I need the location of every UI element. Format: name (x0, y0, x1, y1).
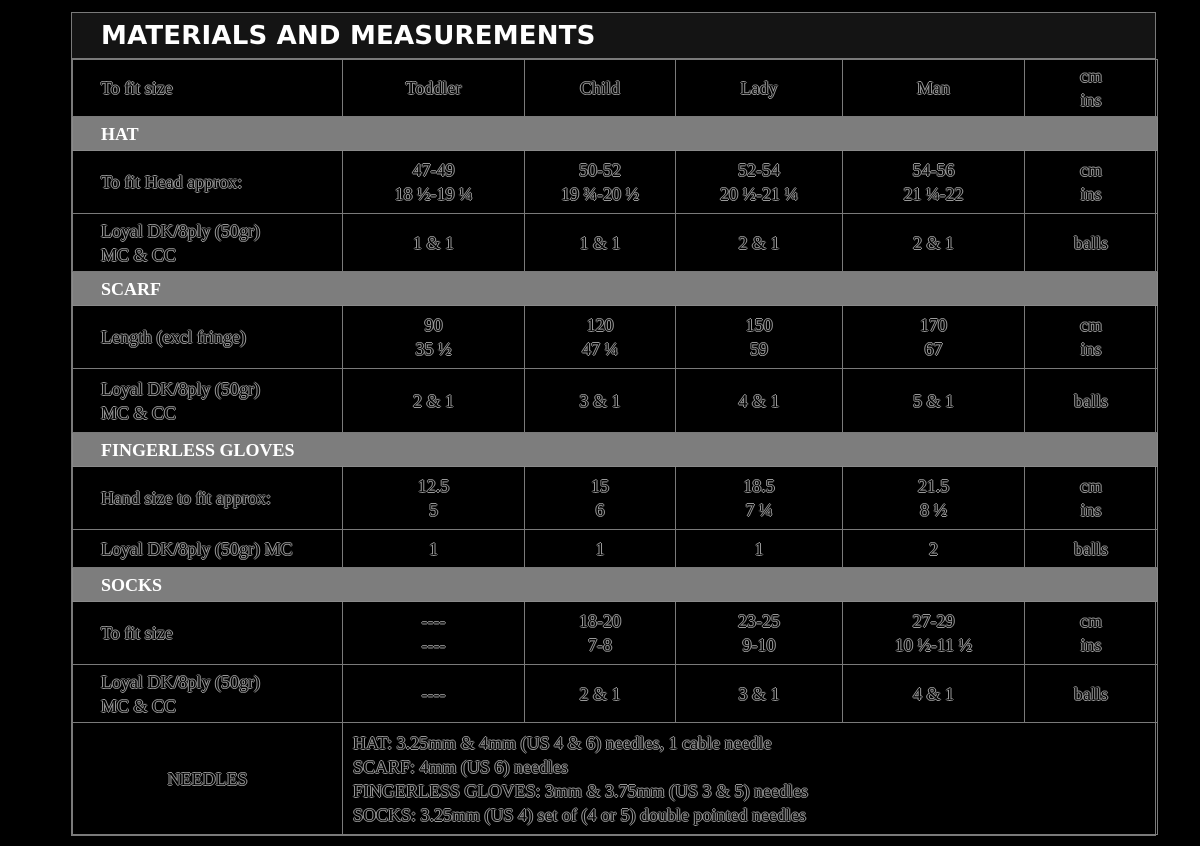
cell-units: cm ins (1025, 151, 1158, 214)
needles-line-gloves: FINGERLESS GLOVES: 3mm & 3.75mm (US 3 & 5) needles (353, 780, 808, 801)
row-label: Loyal DK/8ply (50gr) MC & CC (73, 665, 343, 723)
cell-lady: 18.5 7 ¼ (676, 467, 843, 530)
cell-child: 3 & 1 (525, 369, 676, 433)
cell-man: 27-29 10 ½-11 ½ (843, 602, 1025, 665)
cell-child: 2 & 1 (525, 665, 676, 723)
cell-man: 4 & 1 (843, 665, 1025, 723)
section-hat (73, 117, 1158, 151)
page-title: MATERIALS AND MEASUREMENTS (72, 13, 1155, 59)
cell-man: 2 & 1 (843, 214, 1025, 272)
table-row (73, 530, 1158, 568)
cell-toddler: 1 & 1 (343, 214, 525, 272)
cell-lady: 23-25 9-10 (676, 602, 843, 665)
cell-child: 1 (525, 530, 676, 568)
header-size-lady: Lady (676, 60, 843, 117)
row-label: Length (excl fringe) (73, 306, 343, 369)
needles-line-socks: SOCKS: 3.25mm (US 4) set of (4 or 5) double pointed needles (353, 804, 806, 825)
section-fingerless-gloves (73, 433, 1158, 467)
needles-line-hat: HAT: 3.25mm & 4mm (US 4 & 6) needles, 1 cable needle (353, 732, 772, 753)
cell-units: balls (1025, 665, 1158, 723)
cell-toddler: 47-49 18 ½-19 ¼ (343, 151, 525, 214)
cell-lady: 1 (676, 530, 843, 568)
cell-toddler: ---- ---- (343, 602, 525, 665)
needles-row (73, 723, 1158, 835)
cell-child: 50-52 19 ¾-20 ½ (525, 151, 676, 214)
cell-lady: 2 & 1 (676, 214, 843, 272)
row-label: Loyal DK/8ply (50gr) MC & CC (73, 214, 343, 272)
cell-man: 170 67 (843, 306, 1025, 369)
cell-lady: 3 & 1 (676, 665, 843, 723)
cell-lady: 4 & 1 (676, 369, 843, 433)
table-row (73, 151, 1158, 214)
cell-toddler: 1 (343, 530, 525, 568)
table-row (73, 665, 1158, 723)
needles-label: NEEDLES (73, 723, 343, 835)
header-units: cm ins (1025, 60, 1158, 117)
cell-units: balls (1025, 214, 1158, 272)
cell-child: 18-20 7-8 (525, 602, 676, 665)
measurements-table (72, 59, 1158, 835)
row-label: To fit size (73, 602, 343, 665)
cell-toddler: 2 & 1 (343, 369, 525, 433)
cell-units: cm ins (1025, 602, 1158, 665)
section-scarf (73, 272, 1158, 306)
cell-lady: 52-54 20 ½-21 ¼ (676, 151, 843, 214)
cell-units: balls (1025, 530, 1158, 568)
table-row (73, 214, 1158, 272)
cell-lady: 150 59 (676, 306, 843, 369)
cell-toddler: ---- (343, 665, 525, 723)
section-title: HAT (73, 117, 1158, 151)
cell-units: balls (1025, 369, 1158, 433)
table-row (73, 467, 1158, 530)
cell-man: 54-56 21 ¼-22 (843, 151, 1025, 214)
section-title: SCARF (73, 272, 1158, 306)
cell-toddler: 12.5 5 (343, 467, 525, 530)
materials-table-sheet (71, 12, 1156, 836)
cell-units: cm ins (1025, 467, 1158, 530)
table-row (73, 602, 1158, 665)
row-label: Loyal DK/8ply (50gr) MC & CC (73, 369, 343, 433)
needles-line-scarf: SCARF: 4mm (US 6) needles (353, 756, 569, 777)
cell-units: cm ins (1025, 306, 1158, 369)
cell-child: 120 47 ¼ (525, 306, 676, 369)
table-header-row (73, 60, 1158, 117)
section-title: FINGERLESS GLOVES (73, 433, 1158, 467)
header-size-toddler: Toddler (343, 60, 525, 117)
row-label: Loyal DK/8ply (50gr) MC (73, 530, 343, 568)
needles-details (343, 723, 1158, 835)
table-row (73, 369, 1158, 433)
section-title: SOCKS (73, 568, 1158, 602)
cell-toddler: 90 35 ½ (343, 306, 525, 369)
cell-child: 15 6 (525, 467, 676, 530)
cell-man: 21.5 8 ½ (843, 467, 1025, 530)
cell-man: 2 (843, 530, 1025, 568)
row-label: Hand size to fit approx: (73, 467, 343, 530)
header-size-man: Man (843, 60, 1025, 117)
table-row (73, 306, 1158, 369)
header-size-child: Child (525, 60, 676, 117)
cell-man: 5 & 1 (843, 369, 1025, 433)
cell-child: 1 & 1 (525, 214, 676, 272)
row-label: To fit Head approx: (73, 151, 343, 214)
header-label: To fit size (73, 60, 343, 117)
section-socks (73, 568, 1158, 602)
